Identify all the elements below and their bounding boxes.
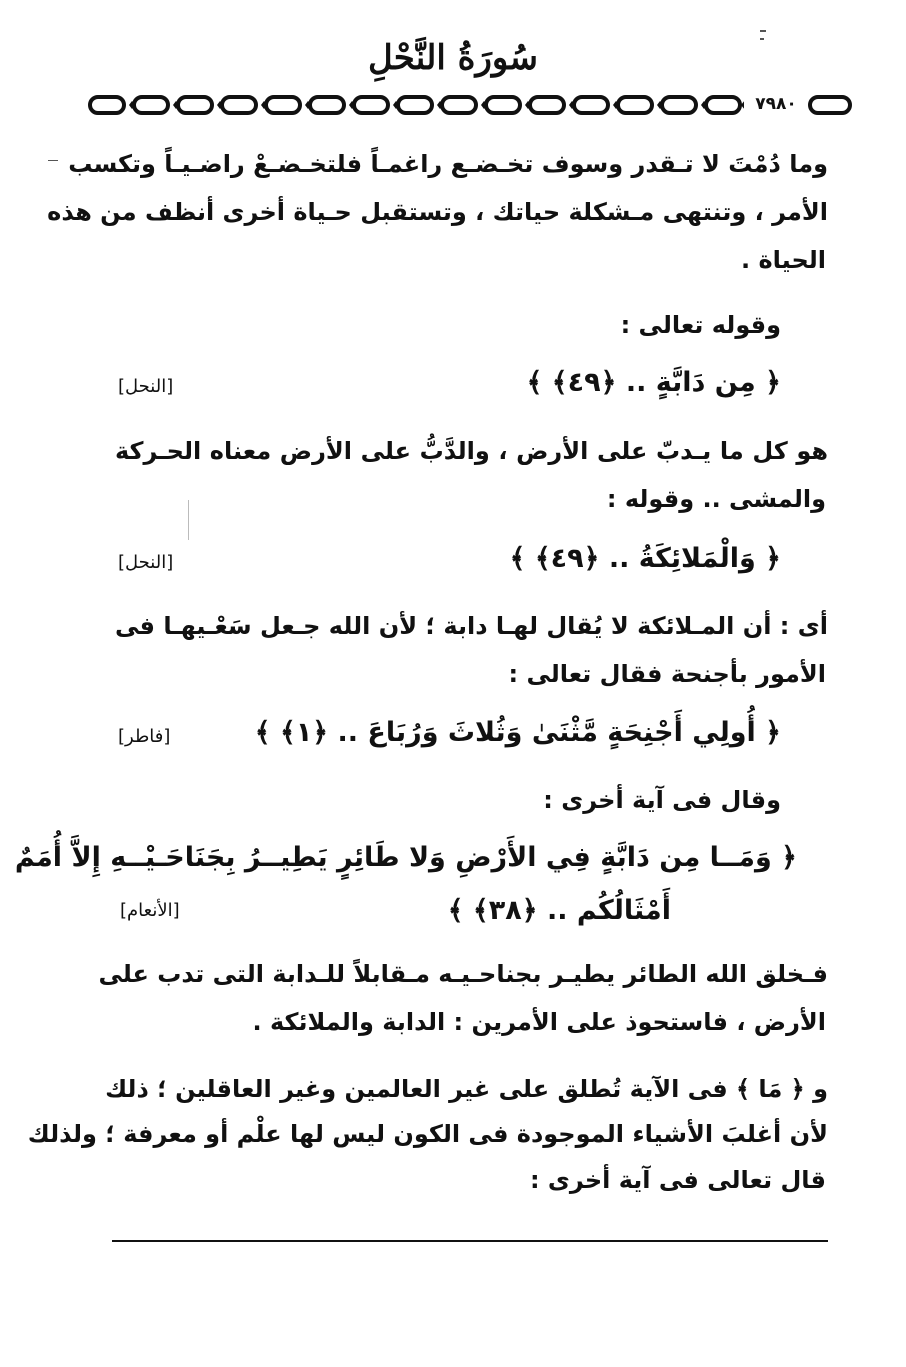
footer-rule	[112, 1240, 828, 1242]
paragraph-line: قال تعالى فى آية أخرى :	[529, 1166, 826, 1194]
scan-mark	[188, 500, 189, 540]
surah-reference: [النحل]	[118, 552, 174, 573]
quran-verse: ﴿ وَمَــا مِن دَابَّةٍ فِي الأَرْضِ وَلا طَائِرٍ يَطِيــرُ بِجَنَاحَـيْــهِ إِلاَّ أُمَمٌ	[14, 842, 797, 873]
surah-reference: [الأنعام]	[120, 900, 180, 921]
paragraph-line: و ﴿ مَا ﴾ فى الآية تُطلق على غير العالمين وغير العاقلين ؛ ذلك	[105, 1075, 828, 1103]
paragraph-line: وما دُمْتَ لا تـقدر وسوف تخـضـع راغمـاً فلتخـضـعْ راضـيـاً وتكسب	[68, 150, 828, 178]
quran-verse-continuation: أَمْثَالُكُم .. ﴿٣٨﴾ ﴾	[447, 895, 671, 926]
paragraph-line: هو كل ما يـدبّ على الأرض ، والدَّبُّ على الأرض معناه الحـركة	[115, 437, 828, 465]
page-number: ٧٩٨٠	[744, 94, 808, 114]
paragraph-line: لأن أغلبَ الأشياء الموجودة فى الكون ليس لها علْم أو معرفة ؛ ولذلك	[27, 1120, 828, 1148]
quran-verse: ﴿ أُولِي أَجْنِحَةٍ مَّثْنَىٰ وَثُلاثَ وَرُبَاعَ .. ﴿١﴾ ﴾	[254, 717, 781, 748]
surah-reference: [فاطر]	[118, 726, 171, 747]
paragraph-line: الحياة .	[741, 246, 826, 274]
intro-line: وقال فى آية أخرى :	[543, 786, 781, 814]
ornamental-border	[86, 92, 856, 120]
paragraph-line: الأمور بأجنحة فقال تعالى :	[508, 660, 826, 688]
surah-reference: [النحل]	[118, 376, 174, 397]
paragraph-line: الأرض ، فاستحوذ على الأمرين : الدابة والملائكة .	[252, 1008, 826, 1036]
intro-line: وقوله تعالى :	[620, 311, 781, 339]
paragraph-line: الأمر ، وتنتهى مـشكلة حياتك ، وتستقبل حـياة أخرى أنظف من هذه	[47, 198, 828, 226]
scan-mark	[48, 160, 58, 161]
quran-verse: ﴿ مِن دَابَّةٍ .. ﴿٤٩﴾ ﴾	[526, 367, 781, 398]
paragraph-line: فـخلق الله الطائر يطيـر بجناحـيـه مـقابلاً للـدابة التى تدب على	[98, 960, 828, 988]
scan-mark	[760, 38, 764, 40]
surah-title: سُورَةُ النَّحْلِ	[368, 38, 538, 78]
paragraph-line: والمشى .. وقوله :	[606, 485, 826, 513]
paragraph-line: أى : أن المـلائكة لا يُقال لهـا دابة ؛ لأن الله جـعل سَعْـيهـا فى	[115, 612, 828, 640]
scan-mark	[760, 30, 766, 32]
quran-verse: ﴿ وَالْمَلائِكَةُ .. ﴿٤٩﴾ ﴾	[509, 543, 781, 574]
